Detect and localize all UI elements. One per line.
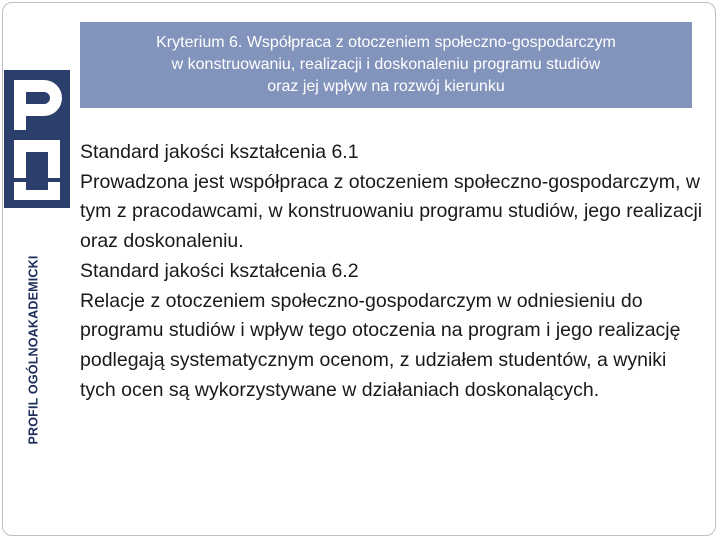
- pka-logo-icon: [4, 70, 70, 208]
- criterion-header: [80, 22, 692, 108]
- standard-6-1-text: Prowadzona jest współpraca z otoczeniem społeczno-gospodarczym, w tym z pracodawcami, w konstruowaniu programu studiów, jego realizacji oraz doskonaleniu.: [80, 170, 703, 253]
- profile-label-text: PROFIL OGÓLNOAKADEMICKI: [27, 255, 41, 445]
- standard-6-2-heading: Standard jakości kształcenia 6.2: [80, 259, 359, 282]
- criterion-title-line-1: Kryterium 6. Współpraca z otoczeniem społeczno-gospodarczym: [156, 34, 616, 51]
- pka-logo-graphic: [4, 70, 70, 208]
- standard-6-1-heading: Standard jakości kształcenia 6.1: [80, 141, 359, 163]
- standards-content: [80, 138, 706, 405]
- criterion-title-line-2: w konstruowaniu, realizacji i doskonaleniu programu studiów: [171, 56, 601, 73]
- criterion-title-line-3: oraz jej wpływ na rozwój kierunku: [267, 78, 505, 95]
- profile-vertical-label: [22, 222, 46, 478]
- criterion-title: [156, 32, 616, 98]
- standard-6-2-text: Relacje z otoczeniem społeczno-gospodarczym w odniesieniu do programu studiów i wpływ tego otoczenia na program i jego realizację podlegają systematycznym ocenom, z udziałem studentów, a wyniki tych ocen są wykorzystywane w działaniach doskonalących.: [80, 289, 681, 401]
